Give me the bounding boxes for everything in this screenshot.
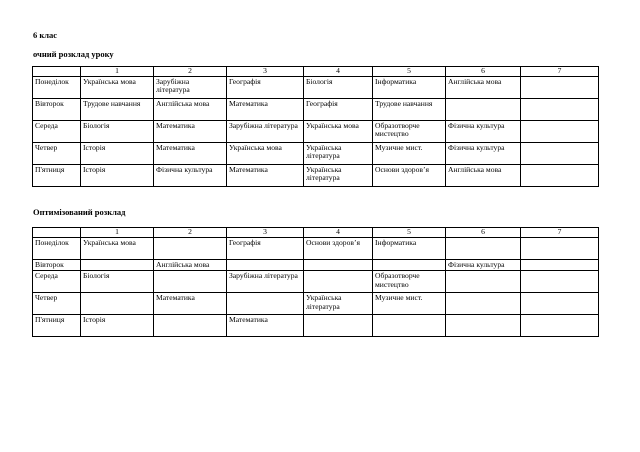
table-row — [33, 164, 599, 186]
lesson-cell — [304, 259, 373, 271]
lesson-cell — [446, 98, 521, 120]
lesson-cell: Біологія — [81, 271, 154, 293]
lesson-cell — [521, 76, 599, 98]
lesson-cell: Трудове навчання — [81, 98, 154, 120]
day-cell: Вівторок — [33, 259, 81, 271]
day-cell: Середа — [33, 271, 81, 293]
table-row — [33, 142, 599, 164]
lesson-cell — [521, 315, 599, 337]
lesson-cell: Історія — [81, 164, 154, 186]
lesson-cell: Математика — [154, 142, 227, 164]
lesson-cell: Історія — [81, 315, 154, 337]
lesson-cell: Фізична культура — [154, 164, 227, 186]
lesson-number-header: 3 — [227, 67, 304, 77]
schedule2-table — [32, 227, 599, 337]
lesson-cell: Українська література — [304, 293, 373, 315]
lesson-cell: Українська література — [304, 164, 373, 186]
lesson-cell: Біологія — [81, 120, 154, 142]
lesson-cell — [521, 259, 599, 271]
lesson-cell: Зарубіжна література — [227, 271, 304, 293]
lesson-cell — [521, 271, 599, 293]
lesson-cell: Англійська мова — [154, 259, 227, 271]
lesson-cell — [446, 293, 521, 315]
lesson-cell: Математика — [154, 293, 227, 315]
lesson-cell: Англійська мова — [446, 164, 521, 186]
day-cell: Понеділок — [33, 76, 81, 98]
lesson-cell — [446, 315, 521, 337]
day-cell: Вівторок — [33, 98, 81, 120]
lesson-cell: Зарубіжна література — [227, 120, 304, 142]
lesson-cell — [154, 315, 227, 337]
schedule1-table — [32, 66, 599, 187]
lesson-cell: Математика — [227, 98, 304, 120]
lesson-cell — [154, 237, 227, 259]
lesson-cell — [227, 259, 304, 271]
table-row — [33, 120, 599, 142]
header-row — [33, 67, 599, 77]
lesson-cell — [521, 98, 599, 120]
lesson-cell: Фізична культура — [446, 120, 521, 142]
lesson-number-header: 3 — [227, 228, 304, 238]
lesson-cell: Математика — [227, 315, 304, 337]
lesson-cell: Географія — [227, 237, 304, 259]
lesson-cell — [521, 164, 599, 186]
lesson-number-header: 6 — [446, 67, 521, 77]
table-row — [33, 315, 599, 337]
table-row — [33, 259, 599, 271]
lesson-cell: Музичне мист. — [373, 293, 446, 315]
corner-cell — [33, 67, 81, 77]
lesson-cell: Математика — [154, 120, 227, 142]
day-cell: Четвер — [33, 142, 81, 164]
header-row — [33, 228, 599, 238]
lesson-cell: Трудове навчання — [373, 98, 446, 120]
lesson-cell: Біологія — [304, 76, 373, 98]
lesson-cell: Географія — [227, 76, 304, 98]
lesson-cell: Фізична культура — [446, 142, 521, 164]
table-row — [33, 293, 599, 315]
lesson-cell: Фізична культура — [446, 259, 521, 271]
lesson-number-header: 2 — [154, 228, 227, 238]
lesson-cell — [521, 142, 599, 164]
lesson-cell — [521, 237, 599, 259]
lesson-cell: Українська мова — [227, 142, 304, 164]
corner-cell — [33, 228, 81, 238]
lesson-cell — [227, 293, 304, 315]
lesson-number-header: 5 — [373, 67, 446, 77]
lesson-number-header: 6 — [446, 228, 521, 238]
lesson-cell — [81, 293, 154, 315]
lesson-cell — [81, 259, 154, 271]
table-row — [33, 271, 599, 293]
lesson-cell: Образотворче мистецтво — [373, 120, 446, 142]
lesson-cell: Зарубіжна література — [154, 76, 227, 98]
lesson-number-header: 1 — [81, 67, 154, 77]
lesson-number-header: 5 — [373, 228, 446, 238]
lesson-cell — [304, 271, 373, 293]
lesson-cell: Українська мова — [81, 237, 154, 259]
day-cell: Понеділок — [33, 237, 81, 259]
lesson-number-header: 4 — [304, 67, 373, 77]
lesson-cell: Українська мова — [81, 76, 154, 98]
day-cell: П'ятниця — [33, 315, 81, 337]
lesson-cell — [521, 120, 599, 142]
lesson-cell: Українська література — [304, 142, 373, 164]
grade-heading: 6 клас — [33, 30, 58, 40]
table-row — [33, 98, 599, 120]
lesson-cell: Математика — [227, 164, 304, 186]
lesson-cell — [446, 271, 521, 293]
lesson-cell: Інформатика — [373, 76, 446, 98]
lesson-number-header: 2 — [154, 67, 227, 77]
lesson-cell: Географія — [304, 98, 373, 120]
lesson-cell — [373, 315, 446, 337]
lesson-cell: Історія — [81, 142, 154, 164]
lesson-cell — [521, 293, 599, 315]
lesson-cell: Інформатика — [373, 237, 446, 259]
day-cell: Середа — [33, 120, 81, 142]
table-row — [33, 237, 599, 259]
lesson-cell: Основи здоров’я — [304, 237, 373, 259]
lesson-number-header: 7 — [521, 67, 599, 77]
lesson-cell — [373, 259, 446, 271]
lesson-cell — [446, 237, 521, 259]
lesson-cell — [154, 271, 227, 293]
lesson-number-header: 7 — [521, 228, 599, 238]
table-row — [33, 76, 599, 98]
schedule1-title: очний розклад уроку — [33, 49, 114, 59]
lesson-number-header: 1 — [81, 228, 154, 238]
day-cell: Четвер — [33, 293, 81, 315]
lesson-cell: Основи здоров’я — [373, 164, 446, 186]
lesson-cell: Українська мова — [304, 120, 373, 142]
lesson-cell: Англійська мова — [446, 76, 521, 98]
lesson-cell: Англійська мова — [154, 98, 227, 120]
lesson-cell — [304, 315, 373, 337]
lesson-number-header: 4 — [304, 228, 373, 238]
schedule2-title: Оптимізований розклад — [33, 207, 126, 217]
lesson-cell: Образотворче мистецтво — [373, 271, 446, 293]
day-cell: П'ятниця — [33, 164, 81, 186]
lesson-cell: Музичне мист. — [373, 142, 446, 164]
